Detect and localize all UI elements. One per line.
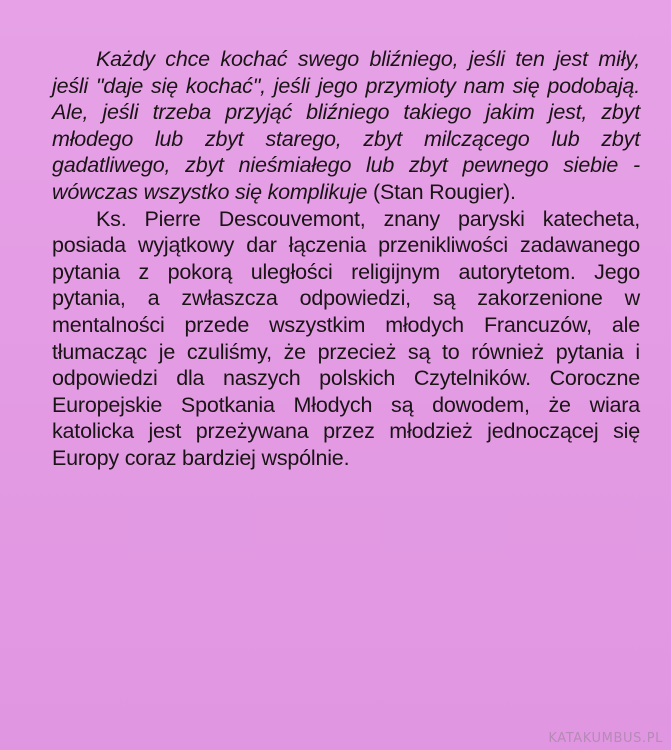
body-paragraph: Ks. Pierre Descouvemont, znany paryski katecheta, posiada wyjątkowy dar łączenia przenikliwości zadawanego pytania z pokorą uległości religijnym autorytetom. Jego pytania, a zwłaszcza odpowiedzi, są zakorzenione w mentalności przede wszystkim młodych Francuzów, ale tłumacząc je czuliśmy, że przecież są to również pytania i odpowiedzi dla naszych polskich Czytelników. Coroczne Europejskie Spotkania Młodych są dowodem, że wiara katolicka jest przeżywana przez młodzież jednoczącej się Europy coraz bardziej wspólnie. xyxy=(52,206,640,470)
quote-paragraph xyxy=(52,46,640,206)
text-block xyxy=(52,46,640,472)
quote-attribution: (Stan Rougier). xyxy=(372,179,516,204)
watermark: KATAKUMBUS.PL xyxy=(548,731,663,746)
quote-text: Każdy chce kochać swego bliźniego, jeśli ten jest miły, jeśli "daje się kochać", jeśli jego przymioty nam się podobają. Ale, jeśli trzeba przyjąć bliźniego takiego jakim jest, zbyt młodego lub zbyt starego, zbyt milczącego lub zbyt gadatliwego, zbyt nieśmiałego lub zbyt pewnego siebie - wówczas wszystko się komplikuje xyxy=(52,47,640,204)
